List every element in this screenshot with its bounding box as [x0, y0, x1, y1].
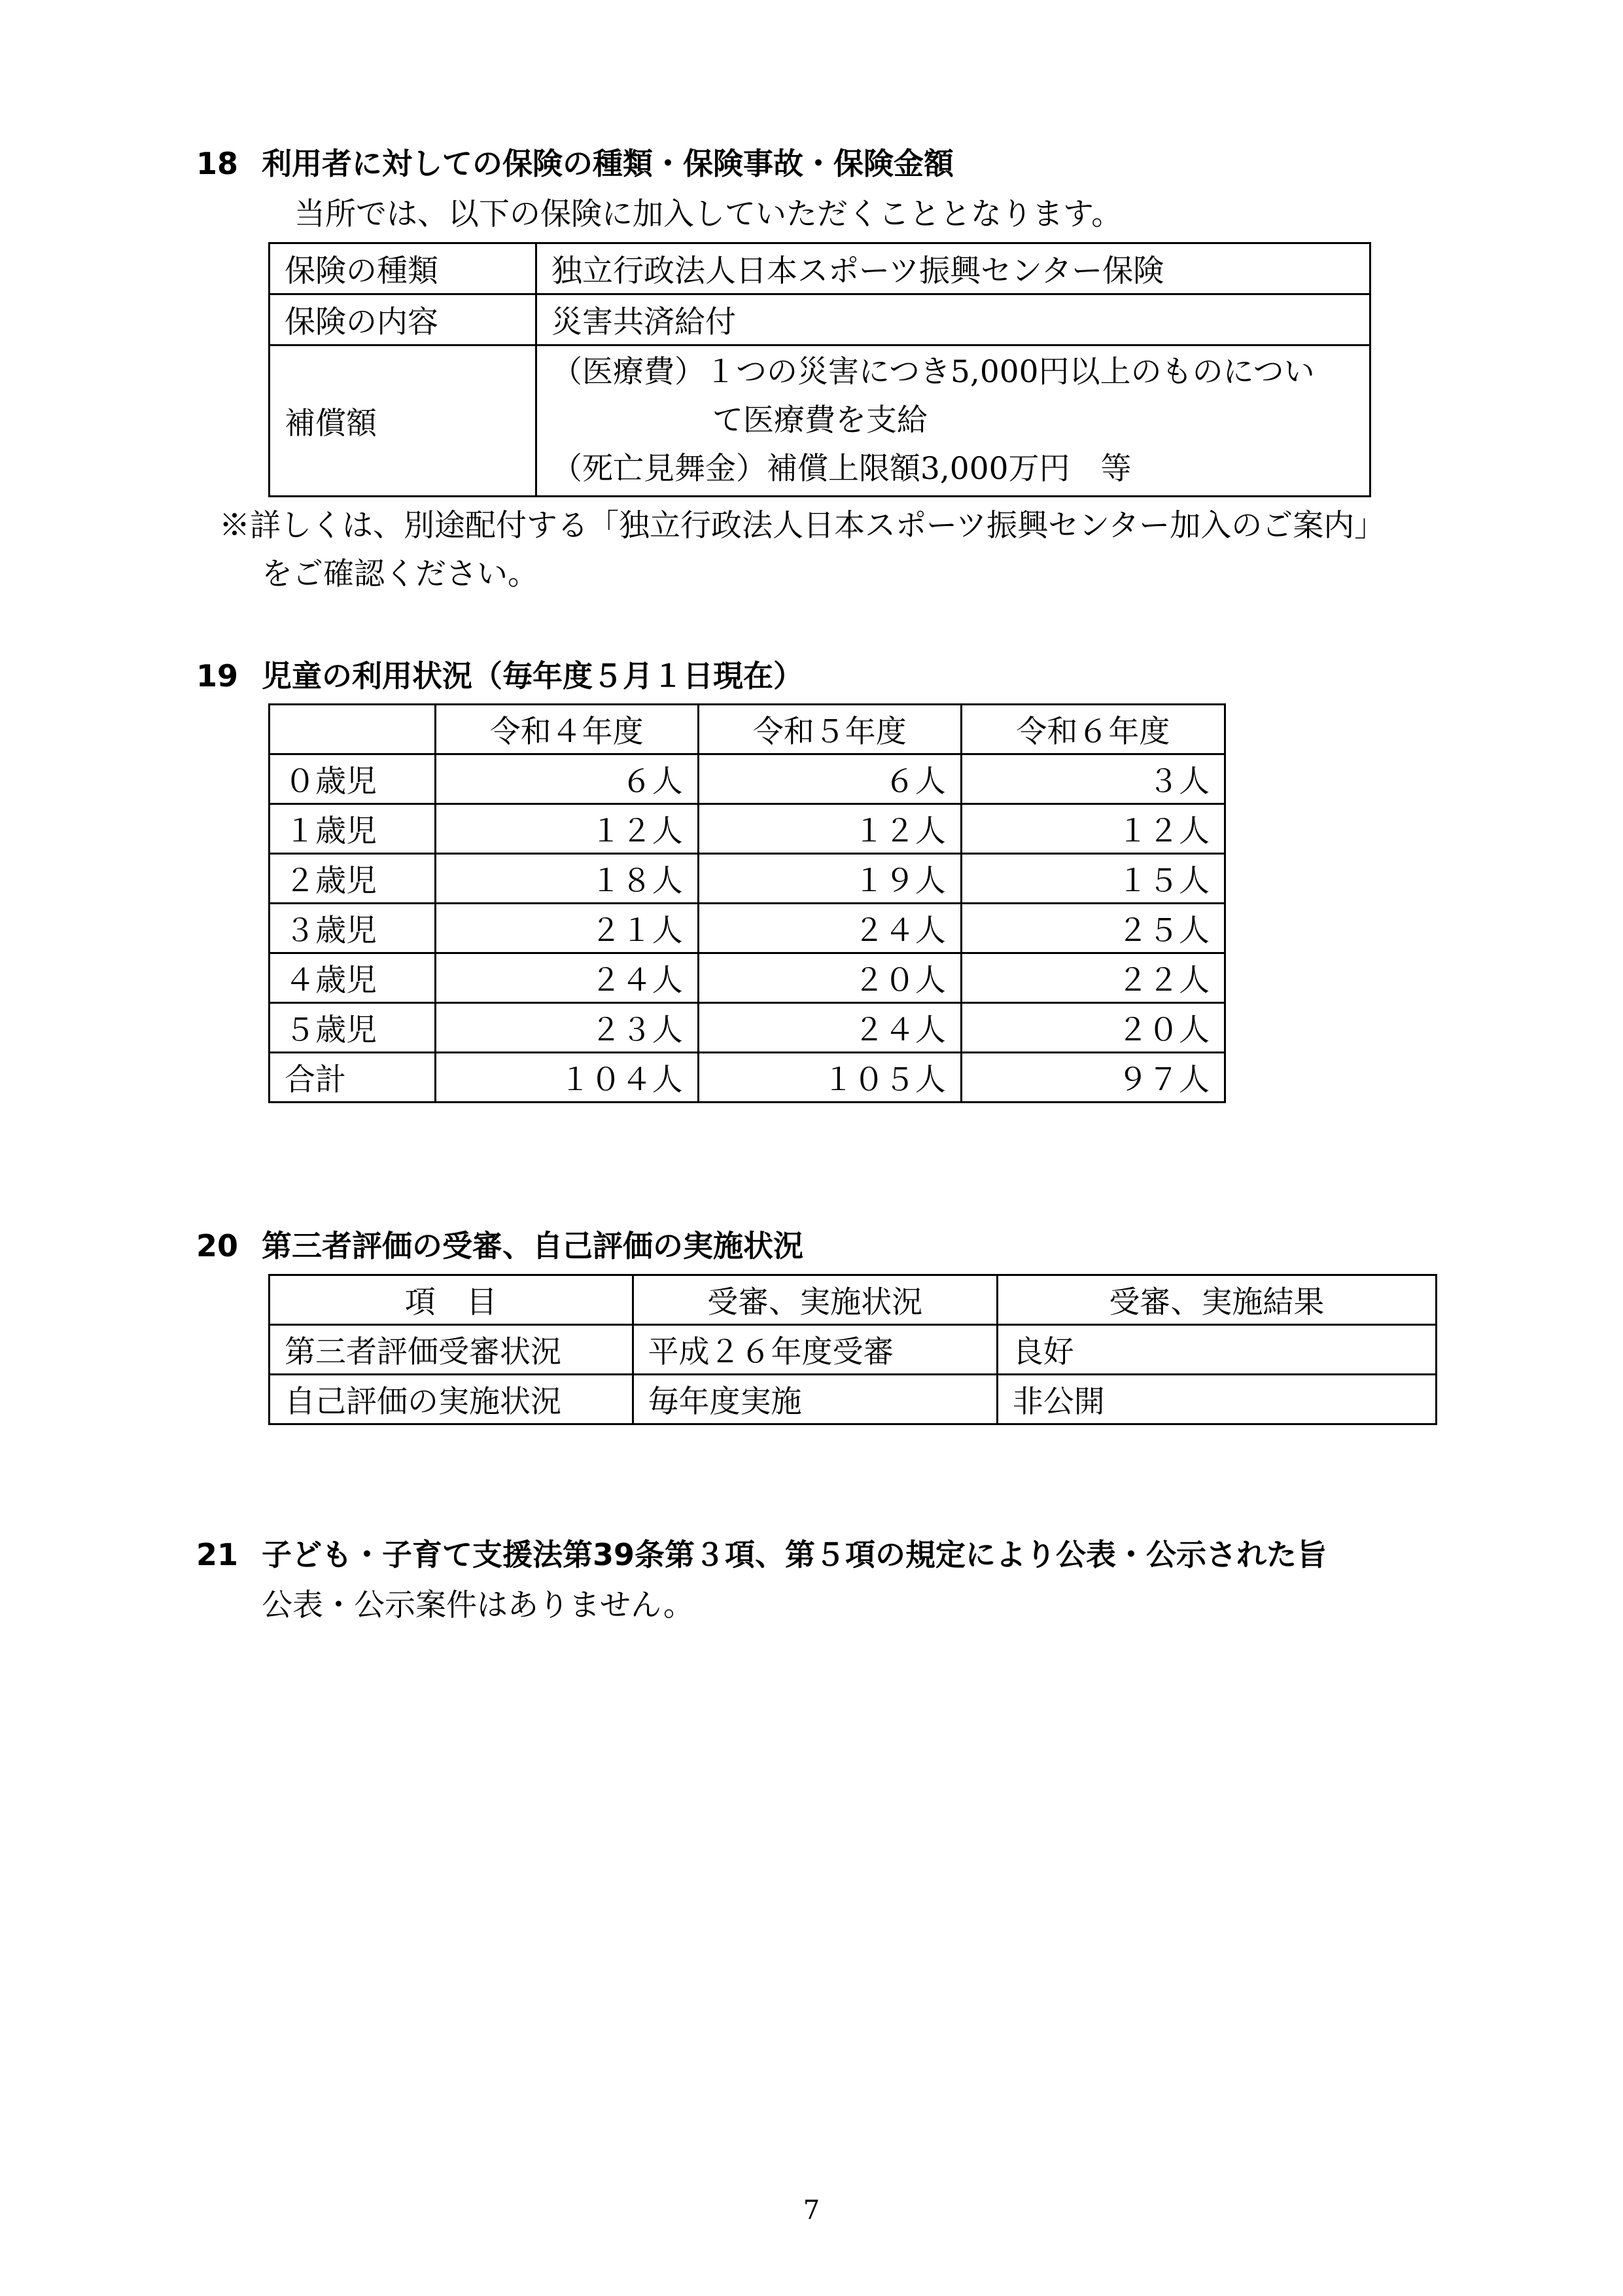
table-cell: １２人: [435, 804, 698, 854]
table-row: [270, 1003, 1225, 1053]
table-cell: ４歳児: [270, 953, 436, 1003]
table-row: [270, 804, 1225, 854]
section-18-intro: 当所では、以下の保険に加入していただくこととなります。: [294, 196, 1123, 232]
table-cell: 保険の内容: [270, 294, 536, 345]
table-cell: ２０人: [961, 1003, 1225, 1053]
table-cell: ３人: [961, 754, 1225, 804]
table-cell: 保険の種類: [270, 243, 536, 294]
table-header-cell: 令和４年度: [435, 705, 698, 754]
section-20-heading: [196, 1226, 803, 1265]
table-header-cell: 令和６年度: [961, 705, 1225, 754]
table-cell: ２歳児: [270, 854, 436, 904]
table-cell: 合計: [270, 1053, 436, 1103]
table-header-row: [270, 1275, 1437, 1325]
table-row: [270, 243, 1370, 294]
insurance-note-line-1: ※詳しくは、別途配付する「独立行政法人日本スポーツ振興センター加入のご案内」: [219, 508, 1386, 544]
table-cell: ９７人: [961, 1053, 1225, 1103]
section-title: 児童の利用状況（毎年度５月１日現在）: [262, 658, 803, 694]
table-cell: ０歳児: [270, 754, 436, 804]
table-cell: 良好: [997, 1325, 1436, 1375]
table-cell: ２１人: [435, 904, 698, 953]
table-cell: １２人: [698, 804, 961, 854]
table-cell: ２４人: [698, 904, 961, 953]
table-cell: ２５人: [961, 904, 1225, 953]
section-number: 20: [196, 1228, 239, 1263]
enrollment-table: [268, 703, 1226, 1103]
table-cell: １２人: [961, 804, 1225, 854]
table-header-row: [270, 705, 1225, 754]
table-cell: 毎年度実施: [633, 1375, 997, 1424]
table-cell: ２４人: [435, 953, 698, 1003]
insurance-note-line-2: をご確認ください。: [262, 556, 538, 592]
table-cell: １０５人: [698, 1053, 961, 1103]
table-row: [270, 754, 1225, 804]
table-cell: 補償額: [270, 345, 536, 497]
table-cell: ２２人: [961, 953, 1225, 1003]
insurance-table: [268, 242, 1371, 497]
table-cell: １０４人: [435, 1053, 698, 1103]
table-cell: 第三者評価受審状況: [270, 1325, 633, 1375]
table-cell: ２４人: [698, 1003, 961, 1053]
compensation-cell: [536, 345, 1370, 497]
table-row: [270, 904, 1225, 953]
section-number: 18: [196, 146, 239, 181]
table-row: [270, 294, 1370, 345]
table-total-row: [270, 1053, 1225, 1103]
table-header-cell: 受審、実施結果: [997, 1275, 1436, 1325]
table-cell: １５人: [961, 854, 1225, 904]
section-title: 利用者に対しての保険の種類・保険事故・保険金額: [262, 146, 954, 181]
table-header-cell: 令和５年度: [698, 705, 961, 754]
section-18-heading: [196, 144, 954, 183]
section-21-body: 公表・公示案件はありません。: [262, 1587, 694, 1623]
section-title: 子ども・子育て支援法第39条第３項、第５項の規定により公表・公示された旨: [262, 1537, 1327, 1572]
table-cell: 災害共済給付: [536, 294, 1370, 345]
table-header-cell: 受審、実施状況: [633, 1275, 997, 1325]
section-title: 第三者評価の受審、自己評価の実施状況: [262, 1228, 803, 1263]
section-number: 19: [196, 658, 239, 694]
table-row: [270, 345, 1370, 497]
table-header-cell: 項 目: [270, 1275, 633, 1325]
table-cell: 独立行政法人日本スポーツ振興センター保険: [536, 243, 1370, 294]
compensation-line: て医療費を支給: [712, 402, 928, 438]
table-header-cell: [270, 705, 436, 754]
table-cell: ２３人: [435, 1003, 698, 1053]
table-cell: ５歳児: [270, 1003, 436, 1053]
table-cell: ３歳児: [270, 904, 436, 953]
compensation-line: （死亡見舞金）補償上限額3,000万円 等: [551, 451, 1132, 487]
table-row: [270, 1375, 1437, 1424]
table-row: [270, 854, 1225, 904]
table-cell: １９人: [698, 854, 961, 904]
section-number: 21: [196, 1537, 239, 1572]
table-cell: ２０人: [698, 953, 961, 1003]
table-row: [270, 953, 1225, 1003]
section-21-heading: [196, 1535, 1327, 1574]
table-cell: １歳児: [270, 804, 436, 854]
table-cell: ６人: [435, 754, 698, 804]
table-cell: ６人: [698, 754, 961, 804]
table-cell: 非公開: [997, 1375, 1436, 1424]
table-cell: 自己評価の実施状況: [270, 1375, 633, 1424]
compensation-line: （医療費）１つの災害につき5,000円以上のものについ: [551, 354, 1315, 390]
page-number: 7: [803, 2195, 820, 2225]
table-cell: １８人: [435, 854, 698, 904]
evaluation-table: [268, 1274, 1437, 1425]
table-cell: 平成２６年度受審: [633, 1325, 997, 1375]
table-row: [270, 1325, 1437, 1375]
section-19-heading: [196, 656, 803, 696]
